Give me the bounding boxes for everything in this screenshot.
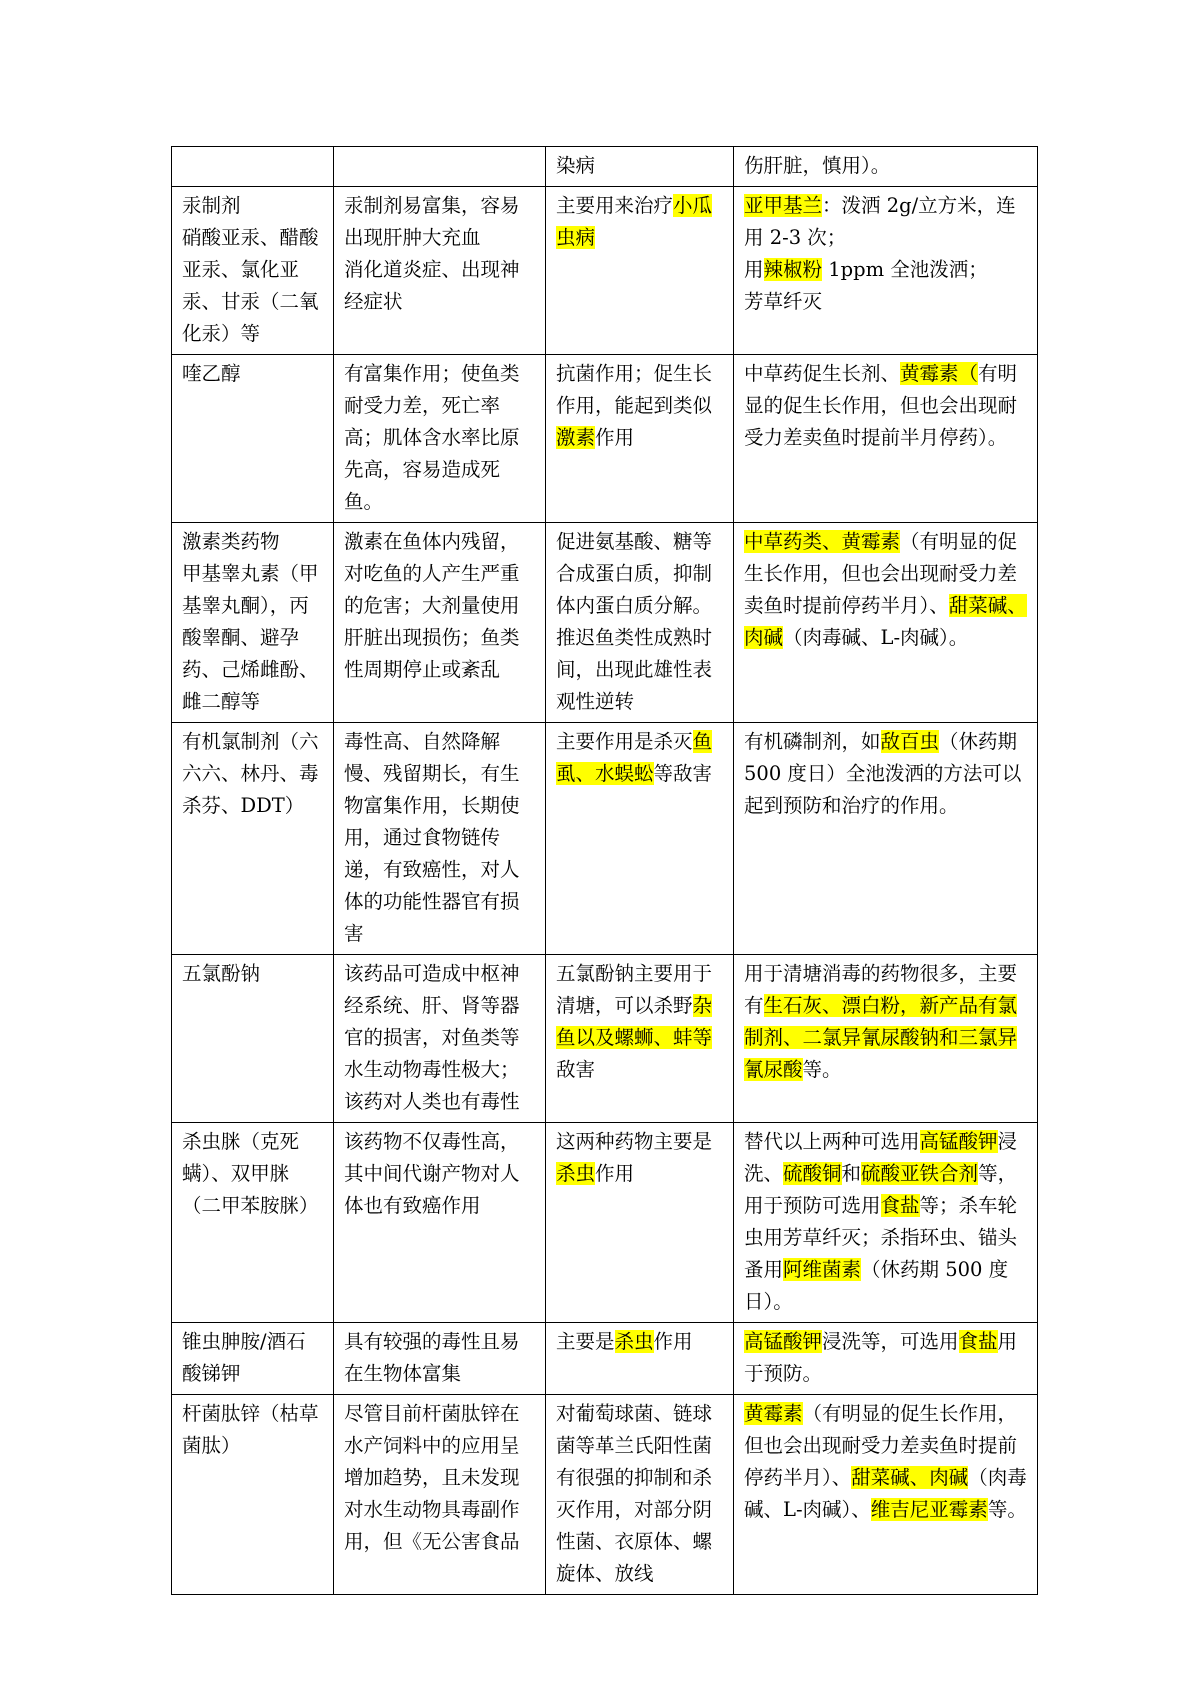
drug-cell bbox=[172, 955, 334, 1123]
purpose-cell bbox=[546, 523, 734, 723]
alternative-cell bbox=[734, 1123, 1038, 1323]
alternative-cell bbox=[734, 355, 1038, 523]
cell-text: 伤肝脏，慎用）。 bbox=[744, 154, 891, 177]
cell-line bbox=[556, 1326, 723, 1358]
purpose-cell bbox=[546, 1323, 734, 1395]
cell-line bbox=[182, 358, 323, 390]
hazard-cell bbox=[334, 523, 546, 723]
highlighted-text: 杀虫 bbox=[556, 1162, 596, 1185]
table-row bbox=[172, 723, 1038, 955]
hazard-cell bbox=[334, 1395, 546, 1595]
cell-line bbox=[344, 190, 535, 254]
purpose-cell bbox=[546, 147, 734, 187]
cell-text: 甲基睾丸素（甲基睾丸酮），丙酸睾酮、避孕药、己烯雌酚、雌二醇等 bbox=[182, 562, 319, 713]
cell-text: 尽管目前杆菌肽锌在水产饲料中的应用呈增加趋势，且未发现对水生动物具毒副作用，但《无公害食品 bbox=[344, 1402, 520, 1553]
cell-text: 有明显的促生长作用，但也会出现耐受力差卖鱼时提前半月停药）。 bbox=[744, 362, 1018, 449]
alternative-cell bbox=[734, 955, 1038, 1123]
drug-cell bbox=[172, 723, 334, 955]
cell-text: 喹乙醇 bbox=[182, 362, 241, 385]
drug-cell bbox=[172, 355, 334, 523]
cell-line bbox=[556, 526, 723, 718]
alternative-cell bbox=[734, 187, 1038, 355]
cell-text: 具有较强的毒性且易在生物体富集 bbox=[344, 1330, 520, 1385]
cell-line bbox=[744, 526, 1027, 654]
drug-cell bbox=[172, 1323, 334, 1395]
highlighted-text: 黄霉素 bbox=[744, 1402, 803, 1425]
highlighted-text: 硫酸亚铁合剂 bbox=[861, 1162, 979, 1185]
cell-text: ：泼洒 2g/立方米，连用 2-3 次； bbox=[744, 194, 1016, 249]
cell-line bbox=[744, 1126, 1027, 1318]
cell-text: 替代以上两种可选用 bbox=[744, 1130, 920, 1153]
cell-text: 等；杀车轮虫用芳草纤灭；杀指环虫、锚头蚤用 bbox=[744, 1194, 1018, 1281]
cell-text: （肉毒碱、L-肉碱）。 bbox=[783, 626, 969, 649]
table-row bbox=[172, 1395, 1038, 1595]
cell-text: 和 bbox=[841, 1162, 862, 1185]
purpose-cell bbox=[546, 355, 734, 523]
cell-line bbox=[744, 1326, 1027, 1390]
cell-text: （肉毒碱、L-肉碱）、 bbox=[744, 1466, 1027, 1521]
highlighted-text: 阿维菌素 bbox=[783, 1258, 862, 1281]
cell-text: 消化道炎症、出现神经症状 bbox=[344, 258, 520, 313]
highlighted-text: 杀虫 bbox=[614, 1330, 654, 1353]
purpose-cell bbox=[546, 955, 734, 1123]
purpose-cell bbox=[546, 1395, 734, 1595]
cell-text: 锥虫胂胺/酒石酸锑钾 bbox=[182, 1330, 306, 1385]
cell-text: 主要用来治疗 bbox=[556, 194, 674, 217]
cell-text: 作用 bbox=[653, 1330, 693, 1353]
hazard-cell bbox=[334, 147, 546, 187]
cell-text: （休药期 500 度日）全池泼洒的方法可以起到预防和治疗的作用。 bbox=[744, 730, 1022, 817]
cell-line bbox=[744, 286, 1027, 318]
highlighted-text: 甜菜碱、肉碱 bbox=[744, 594, 1027, 649]
cell-line bbox=[556, 190, 723, 254]
cell-text: 染病 bbox=[556, 154, 596, 177]
cell-text: 激素在鱼体内残留，对吃鱼的人产生严重的危害；大剂量使用肝脏出现损伤；鱼类性周期停止或紊乱 bbox=[344, 530, 520, 681]
cell-text: （休药期 500 度日）。 bbox=[744, 1258, 1009, 1313]
table-row bbox=[172, 955, 1038, 1123]
cell-line bbox=[182, 958, 323, 990]
alternative-cell bbox=[734, 1323, 1038, 1395]
hazard-cell bbox=[334, 1123, 546, 1323]
highlighted-text: 维吉尼亚霉素 bbox=[870, 1498, 988, 1521]
cell-text: 用于清塘消毒的药物很多，主要有 bbox=[744, 962, 1018, 1017]
cell-text: 1ppm 全池泼洒； bbox=[822, 258, 988, 281]
cell-line bbox=[744, 254, 1027, 286]
cell-line bbox=[344, 726, 535, 950]
cell-line bbox=[182, 558, 323, 718]
cell-text: （有明显的促生长作用，但也会出现耐受力差卖鱼时提前停药半月）、 bbox=[744, 530, 1018, 617]
cell-line bbox=[744, 958, 1027, 1086]
highlighted-text: 黄霉素（ bbox=[900, 362, 979, 385]
highlighted-text: 高锰酸钾 bbox=[919, 1130, 998, 1153]
cell-text: 作用 bbox=[595, 1162, 635, 1185]
drug-cell bbox=[172, 523, 334, 723]
table-row bbox=[172, 187, 1038, 355]
cell-line bbox=[744, 726, 1027, 822]
cell-text: 五氯酚钠 bbox=[182, 962, 261, 985]
cell-text: 等敌害 bbox=[653, 762, 713, 785]
hazard-cell bbox=[334, 955, 546, 1123]
alternative-cell bbox=[734, 1395, 1038, 1595]
cell-line bbox=[556, 1126, 723, 1190]
cell-text: 促进氨基酸、糖等合成蛋白质，抑制体内蛋白质分解。推迟鱼类性成熟时间，出现此雄性表观性逆转 bbox=[556, 530, 713, 713]
highlighted-text: 生石灰、漂白粉，新产品有氯制剂、二氯异氰尿酸钠和三氯异氰尿酸 bbox=[744, 994, 1018, 1081]
table-row bbox=[172, 523, 1038, 723]
cell-line bbox=[344, 1126, 535, 1222]
cell-text: 杀虫脒（克死螨）、双甲脒（二甲苯胺脒） bbox=[182, 1130, 319, 1217]
cell-text: 敌害 bbox=[556, 1058, 596, 1081]
cell-text: 有机氯制剂（六六六、林丹、毒杀芬、DDT） bbox=[182, 730, 319, 817]
cell-text: 毒性高、自然降解慢、残留期长，有生物富集作用，长期使用，通过食物链传递，有致癌性，对人体的功能性器官有损害 bbox=[344, 730, 520, 945]
cell-line bbox=[182, 190, 323, 222]
cell-text: 浸洗、 bbox=[744, 1130, 1018, 1185]
cell-line bbox=[556, 1398, 723, 1590]
cell-text: 用于预防。 bbox=[744, 1330, 1018, 1385]
cell-line bbox=[344, 958, 535, 1118]
highlighted-text: 甜菜碱、肉碱 bbox=[851, 1466, 969, 1489]
cell-text: 中草药促生长剂、 bbox=[744, 362, 901, 385]
cell-line bbox=[344, 358, 535, 518]
cell-text: 汞制剂易富集，容易出现肝肿大充血 bbox=[344, 194, 520, 249]
purpose-cell bbox=[546, 723, 734, 955]
highlighted-text: 小瓜虫病 bbox=[556, 194, 713, 249]
cell-text: （有明显的促生长作用，但也会出现耐受力差卖鱼时提前停药半月）、 bbox=[744, 1402, 1018, 1489]
cell-line bbox=[744, 190, 1027, 254]
highlighted-text: 敌百虫 bbox=[880, 730, 940, 753]
cell-text: 汞制剂 bbox=[182, 194, 241, 217]
hazard-cell bbox=[334, 1323, 546, 1395]
alternative-cell bbox=[734, 147, 1038, 187]
cell-text: 等，用于预防可选用 bbox=[744, 1162, 1018, 1217]
cell-text: 有富集作用；使鱼类耐受力差，死亡率高；肌体含水率比原先高，容易造成死鱼。 bbox=[344, 362, 520, 513]
cell-text: 芳草纤灭 bbox=[744, 290, 823, 313]
cell-text: 该药物不仅毒性高，其中间代谢产物对人体也有致癌作用 bbox=[344, 1130, 520, 1217]
cell-text: 该药品可造成中枢神经系统、肝、肾等器官的损害，对鱼类等水生动物毒性极大；该药对人类也有毒性 bbox=[344, 962, 520, 1113]
cell-line bbox=[556, 150, 723, 182]
cell-text: 激素类药物 bbox=[182, 530, 280, 553]
alternative-cell bbox=[734, 523, 1038, 723]
highlighted-text: 食盐 bbox=[880, 1194, 920, 1217]
table-body bbox=[172, 147, 1038, 1595]
cell-text: 对葡萄球菌、链球菌等革兰氏阳性菌有很强的抑制和杀灭作用，对部分阴性菌、衣原体、螺旋体、放线 bbox=[556, 1402, 713, 1585]
hazard-cell bbox=[334, 723, 546, 955]
cell-text: 等。 bbox=[987, 1498, 1027, 1521]
cell-text: 有机磷制剂，如 bbox=[744, 730, 881, 753]
cell-text: 主要作用是杀灭 bbox=[556, 730, 693, 753]
table-row bbox=[172, 1123, 1038, 1323]
cell-text: 用 bbox=[744, 258, 764, 281]
drug-substitution-table bbox=[171, 146, 1038, 1595]
purpose-cell bbox=[546, 187, 734, 355]
cell-text: 主要是 bbox=[556, 1330, 615, 1353]
drug-cell bbox=[172, 1395, 334, 1595]
drug-cell bbox=[172, 187, 334, 355]
cell-text: 这两种药物主要是 bbox=[556, 1130, 713, 1153]
cell-line bbox=[556, 358, 723, 454]
cell-text: 五氯酚钠主要用于清塘，可以杀野 bbox=[556, 962, 713, 1017]
highlighted-text: 硫酸铜 bbox=[783, 1162, 842, 1185]
highlighted-text: 激素 bbox=[556, 426, 596, 449]
alternative-cell bbox=[734, 723, 1038, 955]
cell-line bbox=[182, 726, 323, 822]
cell-line bbox=[344, 526, 535, 686]
cell-line bbox=[556, 726, 723, 790]
cell-line bbox=[182, 1398, 323, 1462]
cell-text: 浸洗等，可选用 bbox=[822, 1330, 959, 1353]
cell-text: 作用 bbox=[595, 426, 635, 449]
drug-cell bbox=[172, 147, 334, 187]
cell-line bbox=[344, 1398, 535, 1558]
highlighted-text: 高锰酸钾 bbox=[744, 1330, 823, 1353]
highlighted-text: 食盐 bbox=[958, 1330, 998, 1353]
cell-line bbox=[344, 1326, 535, 1390]
cell-line bbox=[556, 958, 723, 1086]
highlighted-text: 辣椒粉 bbox=[763, 258, 823, 281]
highlighted-text: 中草药类、黄霉素 bbox=[744, 530, 901, 553]
cell-line bbox=[182, 526, 323, 558]
hazard-cell bbox=[334, 355, 546, 523]
cell-text: 杆菌肽锌（枯草菌肽） bbox=[182, 1402, 319, 1457]
highlighted-text: 鱼虱、水蜈蚣 bbox=[556, 730, 713, 785]
cell-text: 硝酸亚汞、醋酸亚汞、氯化亚汞、甘汞（二氧化汞）等 bbox=[182, 226, 319, 345]
table-row bbox=[172, 355, 1038, 523]
cell-line bbox=[744, 1398, 1027, 1526]
cell-line bbox=[182, 1326, 323, 1390]
cell-line bbox=[182, 1126, 323, 1222]
cell-text: 抗菌作用；促生长作用，能起到类似 bbox=[556, 362, 713, 417]
highlighted-text: 杂鱼以及螺蛳、蚌等 bbox=[556, 994, 713, 1049]
cell-line bbox=[344, 254, 535, 318]
cell-line bbox=[744, 358, 1027, 454]
cell-text: 等。 bbox=[802, 1058, 842, 1081]
highlighted-text: 亚甲基兰 bbox=[744, 194, 823, 217]
cell-line bbox=[182, 222, 323, 350]
hazard-cell bbox=[334, 187, 546, 355]
purpose-cell bbox=[546, 1123, 734, 1323]
table-row bbox=[172, 147, 1038, 187]
drug-cell bbox=[172, 1123, 334, 1323]
cell-line bbox=[744, 150, 1027, 182]
table-row bbox=[172, 1323, 1038, 1395]
